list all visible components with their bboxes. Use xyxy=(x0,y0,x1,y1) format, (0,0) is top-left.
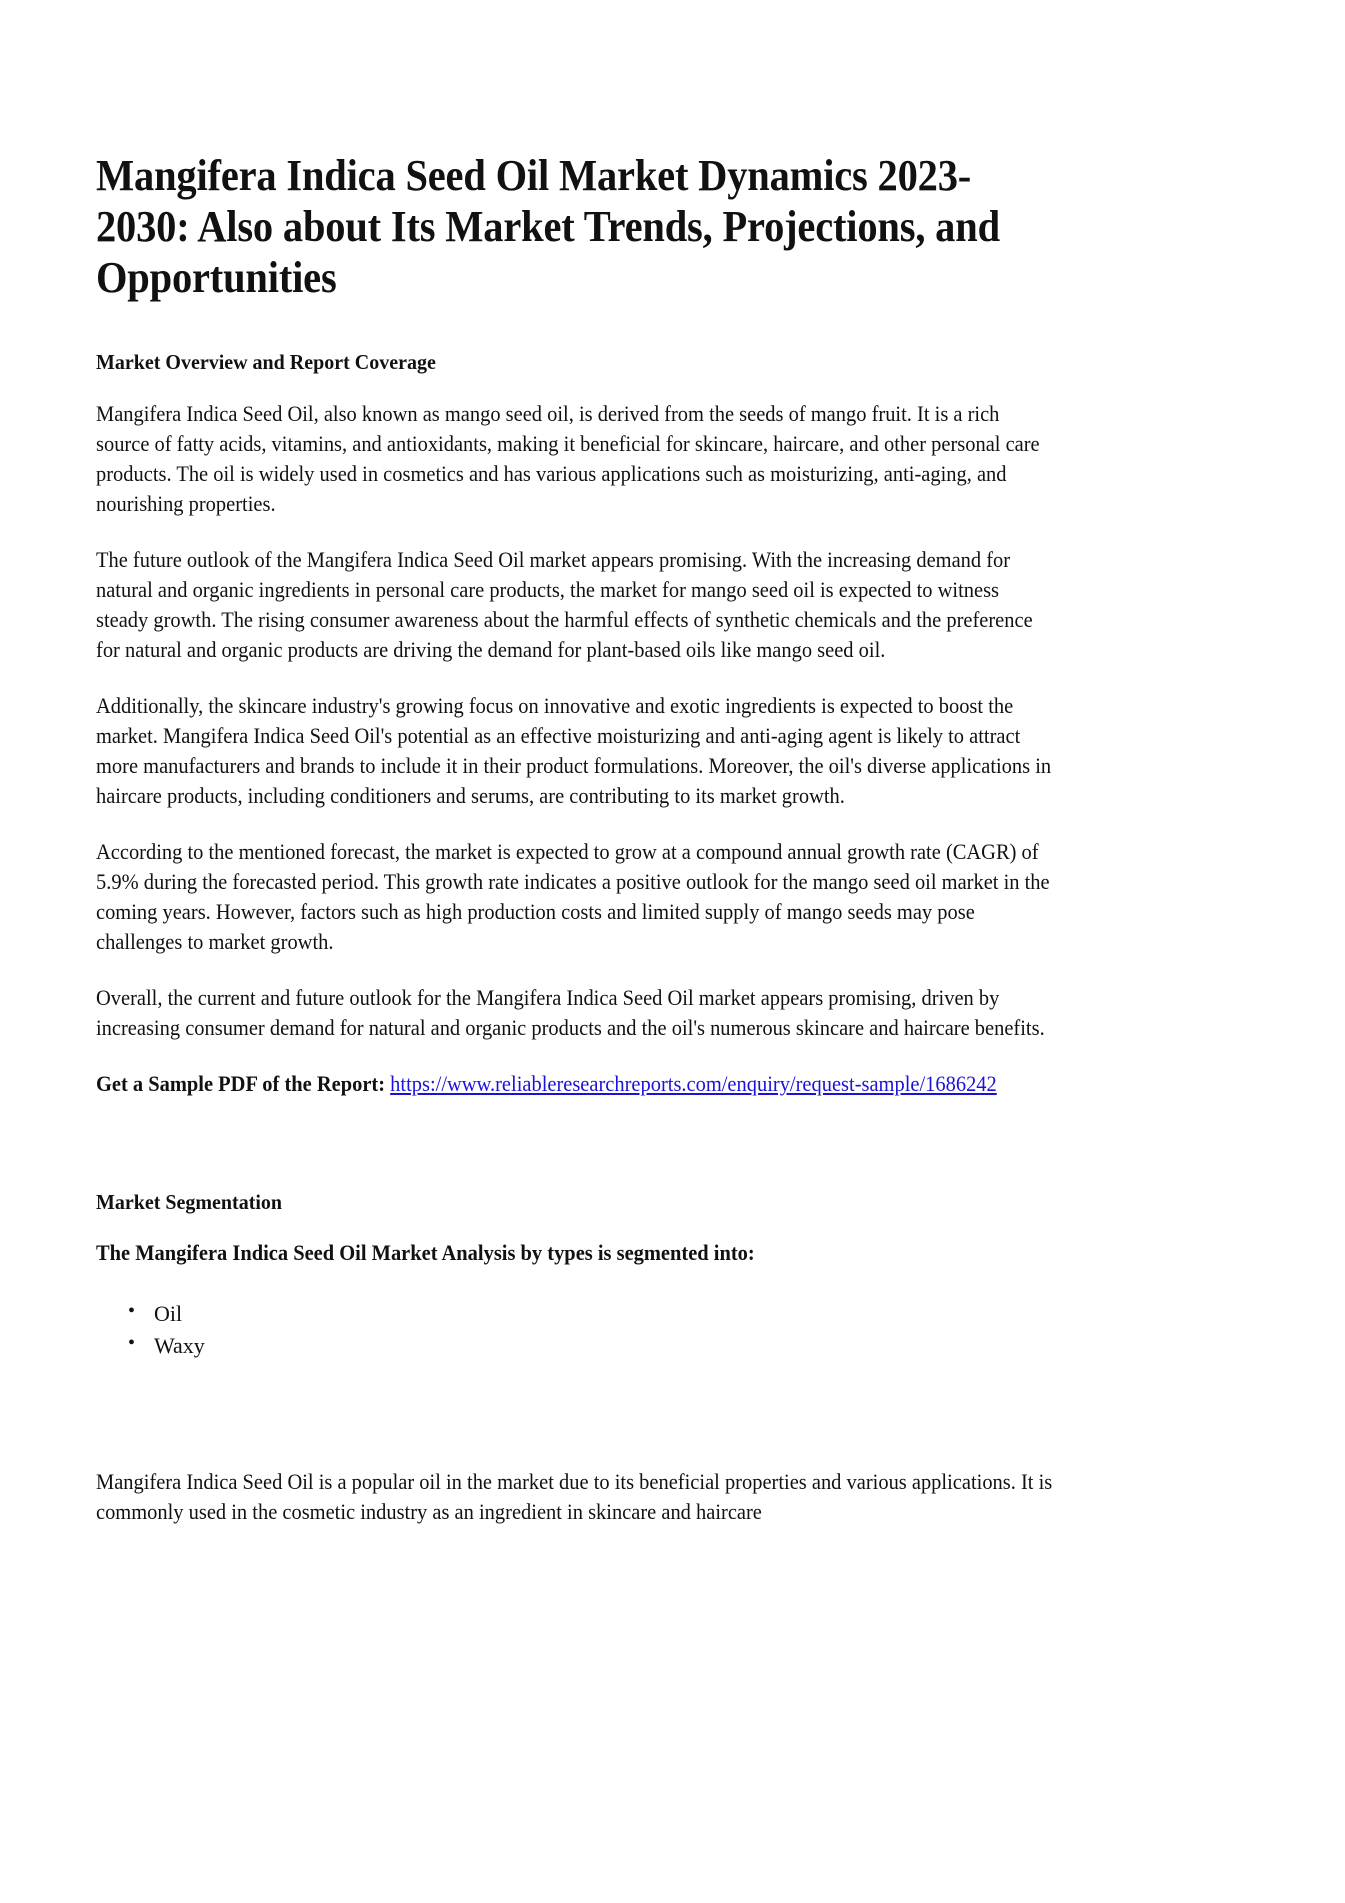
paragraph-cagr-forecast: According to the mentioned forecast, the market is expected to grow at a compound annual growth rate (CAGR) of 5.9% during the forecasted period. This growth rate indicates a positive outlook for the mango seed oil market in the coming years. However, factors such as high production costs and limited supply of mango seeds may pose challenges to market growth. xyxy=(96,839,1050,955)
page-title xyxy=(96,150,1055,303)
segmentation-types-heading: The Mangifera Indica Seed Oil Market Analysis by types is segmented into: xyxy=(96,1240,755,1266)
paragraph-overview-1: Mangifera Indica Seed Oil, also known as mango seed oil, is derived from the seeds of mango fruit. It is a rich source of fatty acids, vitamins, and antioxidants, making it beneficial for skincare, haircare, and other personal care products. The oil is widely used in cosmetics and has various applications such as moisturizing, anti-aging, and nourishing properties. xyxy=(96,401,1040,517)
list-item: • Oil xyxy=(154,1298,1055,1331)
spacer-after-list xyxy=(96,1363,1055,1427)
sample-pdf-label: Get a Sample PDF of the Report: xyxy=(96,1071,386,1097)
segmentation-type-list xyxy=(96,1298,1055,1363)
paragraph-overall-outlook: Overall, the current and future outlook for the Mangifera Indica Seed Oil market appears promising, driven by increasing consumer demand for natural and organic products and the oil's numerous skincare and haircare benefits. xyxy=(96,985,1045,1041)
sample-pdf-line xyxy=(96,1069,1055,1099)
list-item: • Waxy xyxy=(154,1330,1055,1363)
section-heading-market-overview: Market Overview and Report Coverage xyxy=(96,350,436,375)
paragraph-skincare-industry: Additionally, the skincare industry's growing focus on innovative and exotic ingredients is expected to boost the market. Mangifera Indica Seed Oil's potential as an effective moisturizing and anti-aging agent is likely to attract more manufacturers and brands to include it in their product formulations. Moreover, the oil's diverse applications in haircare products, including conditioners and serums, are contributing to its market growth. xyxy=(96,693,1052,809)
paragraph-future-outlook: The future outlook of the Mangifera Indica Seed Oil market appears promising. With the increasing demand for natural and organic ingredients in personal care products, the market for mango seed oil is expected to witness steady growth. The rising consumer awareness about the harmful effects of synthetic chemicals and the preference for natural and organic products are driving the demand for plant-based oils like mango seed oil. xyxy=(96,547,1033,663)
section-heading-market-segmentation: Market Segmentation xyxy=(96,1190,283,1215)
sample-pdf-link[interactable]: https://www.reliableresearchreports.com/enquiry/request-sample/1686242 xyxy=(390,1071,997,1097)
paragraph-popular-oil: Mangifera Indica Seed Oil is a popular oil in the market due to its beneficial properties and various applications. It is commonly used in the cosmetic industry as an ingredient in skincare and haircare xyxy=(96,1468,1053,1524)
spacer-after-link xyxy=(96,1125,1055,1189)
spacer-after-list-2 xyxy=(96,1427,1055,1467)
page-title-text: Mangifera Indica Seed Oil Market Dynamics 2023-2030: Also about Its Market Trends, Projections, and Opportunities xyxy=(96,151,1000,303)
